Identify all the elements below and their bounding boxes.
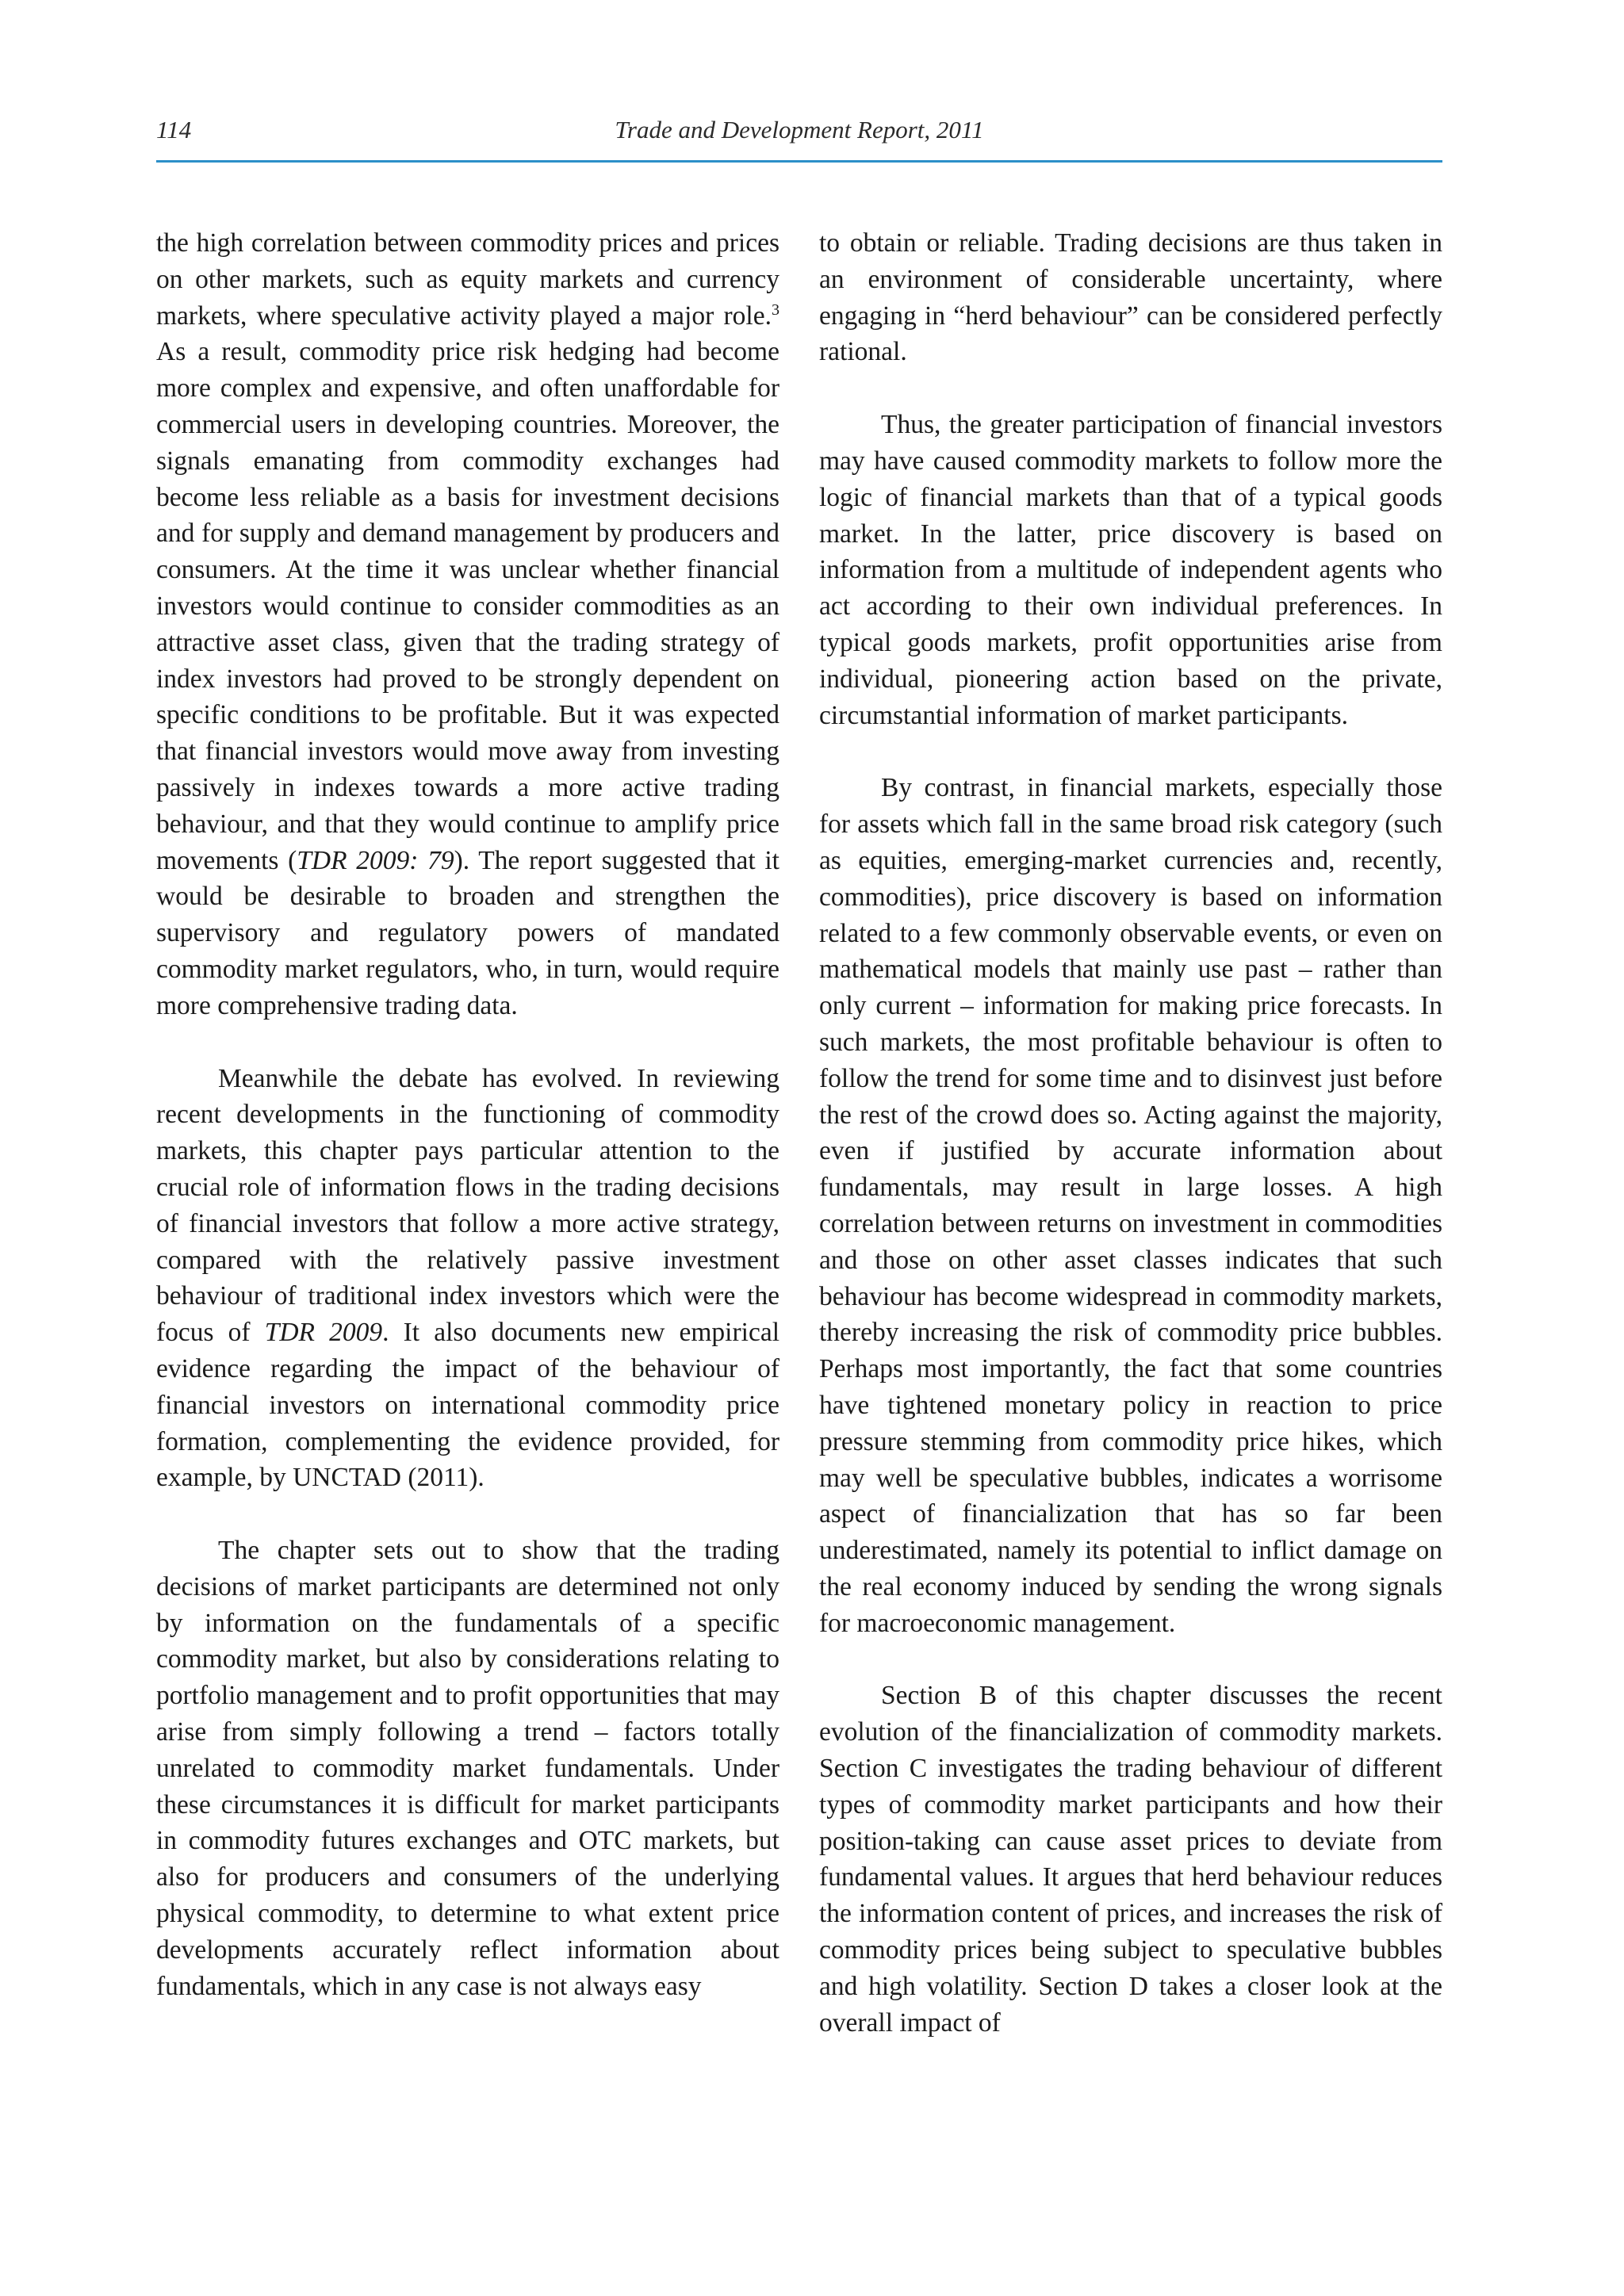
paragraph: Meanwhile the debate has evolved. In reviewing recent developments in the functioning of commodity markets, this chapter pays particular attention to the crucial role of information flows in the trading decisions of financial investors that follow a more active strategy, compared with the relatively passive investment behaviour of traditional index investors which were the focus of TDR 2009. It also documents new empirical evidence regarding the impact of the behaviour of financial investors on international commodity price formation, complementing the evidence provided, for example, by UNCTAD (2011). xyxy=(156,1063,779,1493)
paragraph: By contrast, in financial markets, especially those for assets which fall in the same broad risk category (such as equities, emerging-market currencies and, recently, commodities), price discovery is based on information related to a few commonly observable events, or even on mathematical models that mainly use past – rather than only current – information for making price forecasts. In such markets, the most profitable behaviour is often to follow the trend for some time and to disinvest just before the rest of the crowd does so. Acting against the majority, even if justified by accurate information about fundamentals, may result in large losses. A high correlation between returns on investment in commodities and those on other asset classes indicates that such behaviour has become widespread in commodity markets, thereby increasing the risk of commodity price bubbles. Perhaps most importantly, the fact that some countries have tightened monetary policy in reaction to price pressure stemming from commodity price hikes, which may well be speculative bubbles, indicates a worrisome aspect of financialization that has so far been underestimated, namely its potential to inflict damage on the real economy induced by sending the wrong signals for macroeconomic management. xyxy=(819,773,1442,1638)
paragraph: Thus, the greater participation of financial investors may have caused commodity markets to follow more the logic of financial markets than that of a typical goods market. In the latter, price discovery is based on information from a multitude of independent agents who act according to their own individual preferences. In typical goods markets, profit opportunities arise from individual, pioneering action based on the private, circumstantial information of market participants. xyxy=(819,410,1442,730)
running-header xyxy=(156,113,1442,152)
footnote-ref: 3 xyxy=(771,300,779,319)
report-title: Trade and Development Report, 2011 xyxy=(615,116,984,144)
page-number: 114 xyxy=(156,116,192,144)
right-column xyxy=(819,225,1442,2041)
citation: TDR 2009: 79 xyxy=(297,845,454,875)
citation: TDR 2009 xyxy=(264,1318,383,1348)
left-column xyxy=(156,225,779,2004)
paragraph: Section B of this chapter discusses the recent evolution of the financialization of commodity markets. Section C investigates the trading behaviour of different types of commodity market participants and how their position-taking can cause asset prices to deviate from fundamental values. It argues that herd behaviour reduces the information content of prices, and increases the risk of commodity prices being subject to speculative bubbles and high volatility. Section D takes a closer look at the overall impact of xyxy=(819,1681,1442,2038)
paragraph: the high correlation between commodity prices and prices on other markets, such as equity markets and currency markets, where speculative activity played a major role.$^3$ As a result, commodity price risk hedging had become more complex and expensive, and often unaffordable for commercial users in developing countries. Moreover, the signals emanating from commodity exchanges had become less reliable as a basis for investment decisions and for supply and demand management by producers and consumers. At the time it was unclear whether financial investors would continue to consider commodities as an attractive asset class, given that the trading strategy of index investors had proved to be strongly dependent on specific conditions to be profitable. But it was expected that financial investors would move away from investing passively in indexes towards a more active trading behaviour, and that they would continue to amplify price movements (TDR 2009: 79). The report suggested that it would be desirable to broaden and strengthen the supervisory and regulatory powers of mandated commodity market regulators, who, in turn, would require more comprehensive trading data. xyxy=(156,228,779,1020)
paragraph: The chapter sets out to show that the trading decisions of market participants are determined not only by information on the fundamentals of a specific commodity market, but also by considerations relating to portfolio management and to profit opportunities that may arise from simply following a trend – factors totally unrelated to commodity market fundamentals. Under these circumstances it is difficult for market participants in commodity futures exchanges and OTC markets, but also for producers and consumers of the underlying physical commodity, to determine to what extent price developments accurately reflect information about fundamentals, which in any case is not always easy xyxy=(156,1536,779,2001)
header-rule xyxy=(156,160,1442,163)
paragraph: to obtain or reliable. Trading decisions are thus taken in an environment of considerable uncertainty, where engaging in “herd behaviour” can be considered perfectly rational. xyxy=(819,228,1442,367)
